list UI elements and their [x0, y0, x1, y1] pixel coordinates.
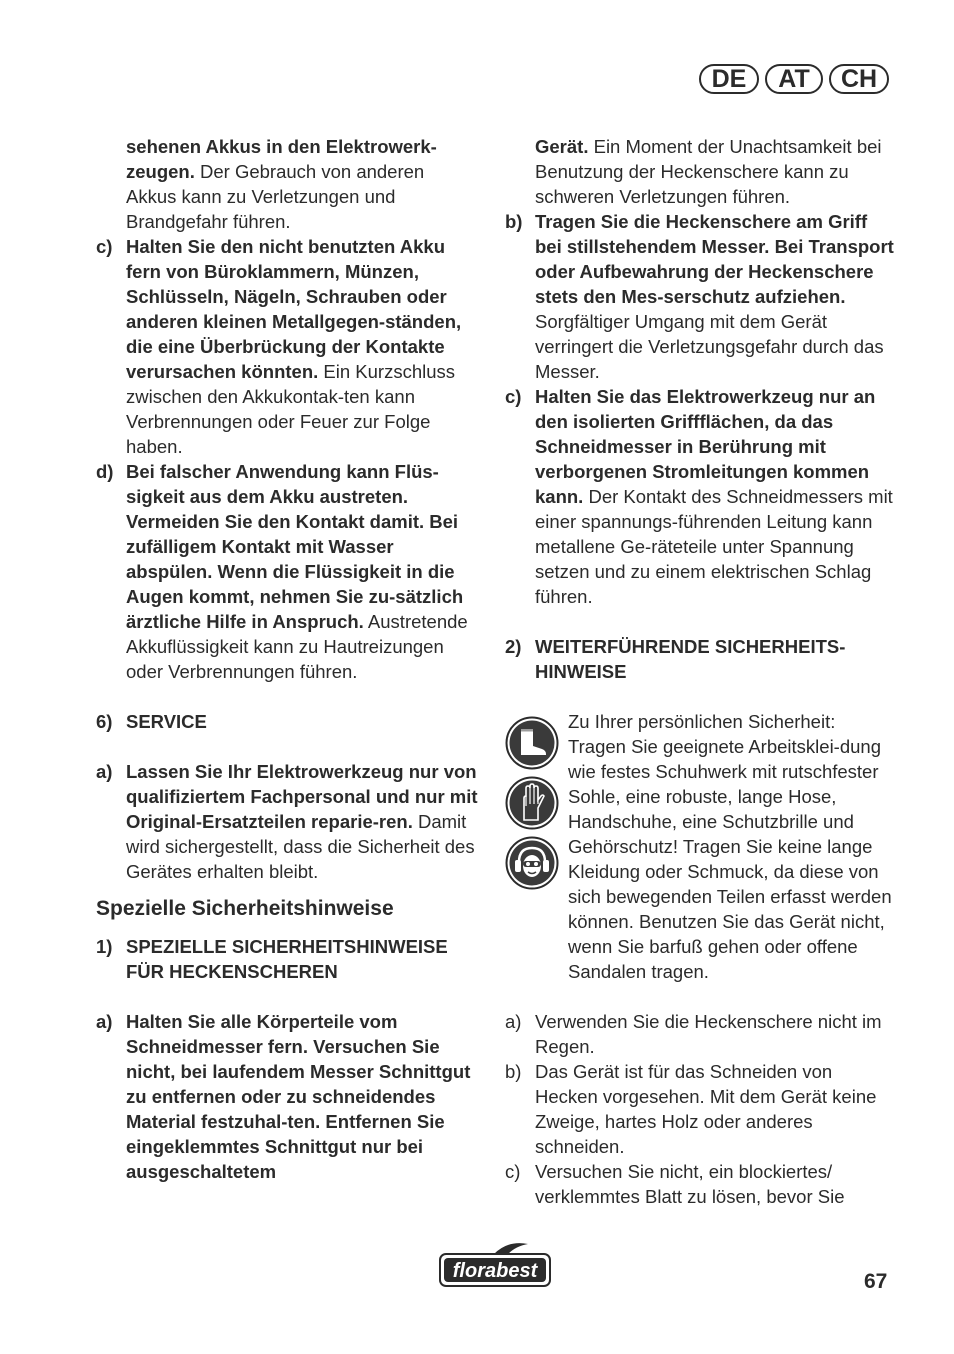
item-d-bold: Bei falscher Anwendung kann Flüs-sigkeit aus dem Akku austreten. Vermeiden Sie den Kontakt damit. Bei zufälligem Kontakt mit Wasser abspülen. Wenn die Flüssigkeit in die Augen kommt, nehmen Sie zu-sätzlich ärztliche Hilfe in Anspruch. [126, 461, 464, 632]
battery-text-c: Brandgefahr führen. [126, 211, 291, 232]
list-item-c [505, 384, 895, 609]
battery-bold-b: zeugen. [126, 161, 195, 182]
item-a-text: Verwenden Sie die Heckenschere nicht im Regen. [535, 1011, 882, 1057]
item-label: b) [505, 1061, 522, 1082]
right-column [505, 134, 895, 1209]
hedge-a-cont-bold: Gerät. [535, 136, 589, 157]
item-label: c) [96, 236, 113, 257]
ppe-icons [505, 709, 568, 984]
service-a-text: Damit wird sichergestellt, dass die Sicherheit des Gerätes erhalten bleibt. [126, 811, 475, 882]
item-c2-text: Versuchen Sie nicht, ein blockiertes/ verklemmtes Blatt zu lösen, bevor Sie [535, 1161, 845, 1207]
list-item-service-a [96, 759, 478, 884]
page-number: 67 [864, 1270, 888, 1293]
hedge-a-cont-text: Ein Moment der Unachtsamkeit bei Benutzung der Heckenschere kann zu schweren Verletzungen führen. [535, 136, 882, 207]
service-a-bold: Lassen Sie Ihr Elektrowerkzeug nur von qualifiziertem Fachpersonal und nur mit Original-Ersatzteilen reparie-ren. [126, 761, 478, 832]
section-1-heading [96, 934, 478, 984]
ppe-text: Zu Ihrer persönlichen Sicherheit: Tragen Sie geeignete Arbeitsklei-dung wie festes Schuhwerk mit rutschfester Sohle, eine robuste, lange Hose, Handschuhe, eine Schutzbrille und Gehörschutz! Tragen Sie keine lange Kleidung oder Schmuck, da diese von sich bewegenden Teilen erfasst werden können. Benutzen Sie das Gerät nicht, wenn Sie barfuß gehen oder offene Sandalen tragen. [568, 711, 892, 982]
badge-at: AT [765, 64, 823, 94]
section-6-heading [96, 709, 478, 734]
battery-text-b: Akkus kann zu Verletzungen und [126, 186, 396, 207]
item-b-bold: Tragen Sie die Heckenschere am Griff bei stillstehendem Messer. Bei Transport oder Aufbewahrung der Heckenschere stets den Mes-serschutz aufziehen. [535, 211, 894, 307]
list-item-d [96, 459, 478, 684]
item-label: c) [505, 1161, 521, 1182]
battery-text-a: Der Gebrauch von anderen [194, 161, 425, 182]
list-item-b [505, 209, 895, 384]
badge-de: DE [699, 64, 759, 94]
section-title: Spezielle Sicherheitshinweise [96, 897, 394, 920]
ppe-block [505, 709, 895, 984]
item-label: d) [96, 461, 114, 482]
list-item-a [505, 1009, 895, 1059]
list-item-c2 [505, 1159, 895, 1209]
badge-ch: CH [829, 64, 889, 94]
list-item-c [96, 234, 478, 459]
left-column [96, 134, 478, 1184]
safety-boots-icon [505, 716, 559, 770]
goggles-ear-protection-icon [505, 836, 559, 890]
section-6-title: SERVICE [126, 711, 207, 732]
item-b2-text: Das Gerät ist für das Schneiden von Hecken vorgesehen. Mit dem Gerät keine Zweige, hartes Holz oder anderes schneiden. [535, 1061, 877, 1157]
section-number: 2) [505, 636, 522, 657]
section-number: 1) [96, 936, 113, 957]
florabest-logo [438, 1242, 552, 1295]
list-item-b2 [505, 1059, 895, 1159]
item-c-text: Der Kontakt des Schneidmessers mit einer spannungs-führenden Leitung kann metallene Ge-räteteile unter Spannung setzen und zu einem elektrischen Schlag führen. [535, 486, 893, 607]
battery-bold-a: sehenen Akkus in den Elektrowerk- [126, 136, 437, 157]
country-badges [699, 64, 889, 94]
battery-paragraph-continued [96, 134, 478, 234]
item-d-text: Austretende Akkuflüssigkeit kann zu Hautreizungen oder Verbrennungen führen. [126, 611, 468, 682]
item-label: a) [505, 1011, 522, 1032]
item-label: b) [505, 211, 523, 232]
item-label: a) [96, 761, 113, 782]
item-c-bold: Halten Sie den nicht benutzten Akku fern von Büroklammern, Münzen, Schlüsseln, Nägeln, Schrauben oder anderen kleinen Metallgegen-ständen, die eine Überbrückung der Kontakte verursachen könnten. [126, 236, 462, 382]
section-2-heading [505, 634, 895, 684]
hedge-a-bold: Halten Sie alle Körperteile vom Schneidmesser fern. Versuchen Sie nicht, bei laufendem Messer Schnittgut zu entfernen oder zu schneidendes Material festzuhal-ten. Entfernen Sie eingeklemmtes Schnittgut nur bei ausgeschaltetem [126, 1011, 471, 1182]
item-c-text: Ein Kurzschluss zwischen den Akkukontak-ten kann Verbrennungen oder Feuer zur Folge haben. [126, 361, 456, 457]
item-label: a) [96, 1011, 113, 1032]
item-c-bold: Halten Sie das Elektrowerkzeug nur an den isolierten Griffflächen, da das Schneidmesser in Berührung mit verborgenen Stromleitungen kommen kann. [535, 386, 876, 507]
section-1-title: SPEZIELLE SICHERHEITSHINWEISE FÜR HECKENSCHEREN [126, 936, 448, 982]
logo-text: florabest [452, 1260, 538, 1282]
safety-gloves-icon [505, 776, 559, 830]
item-label: c) [505, 386, 522, 407]
item-b-text: Sorgfältiger Umgang mit dem Gerät verringert die Verletzungsgefahr durch das Messer. [535, 311, 884, 382]
section-2-title: WEITERFÜHRENDE SICHERHEITS-HINWEISE [535, 636, 846, 682]
list-item-hedge-a [96, 1009, 478, 1184]
section-number: 6) [96, 711, 113, 732]
hedge-a-continued [505, 134, 895, 209]
